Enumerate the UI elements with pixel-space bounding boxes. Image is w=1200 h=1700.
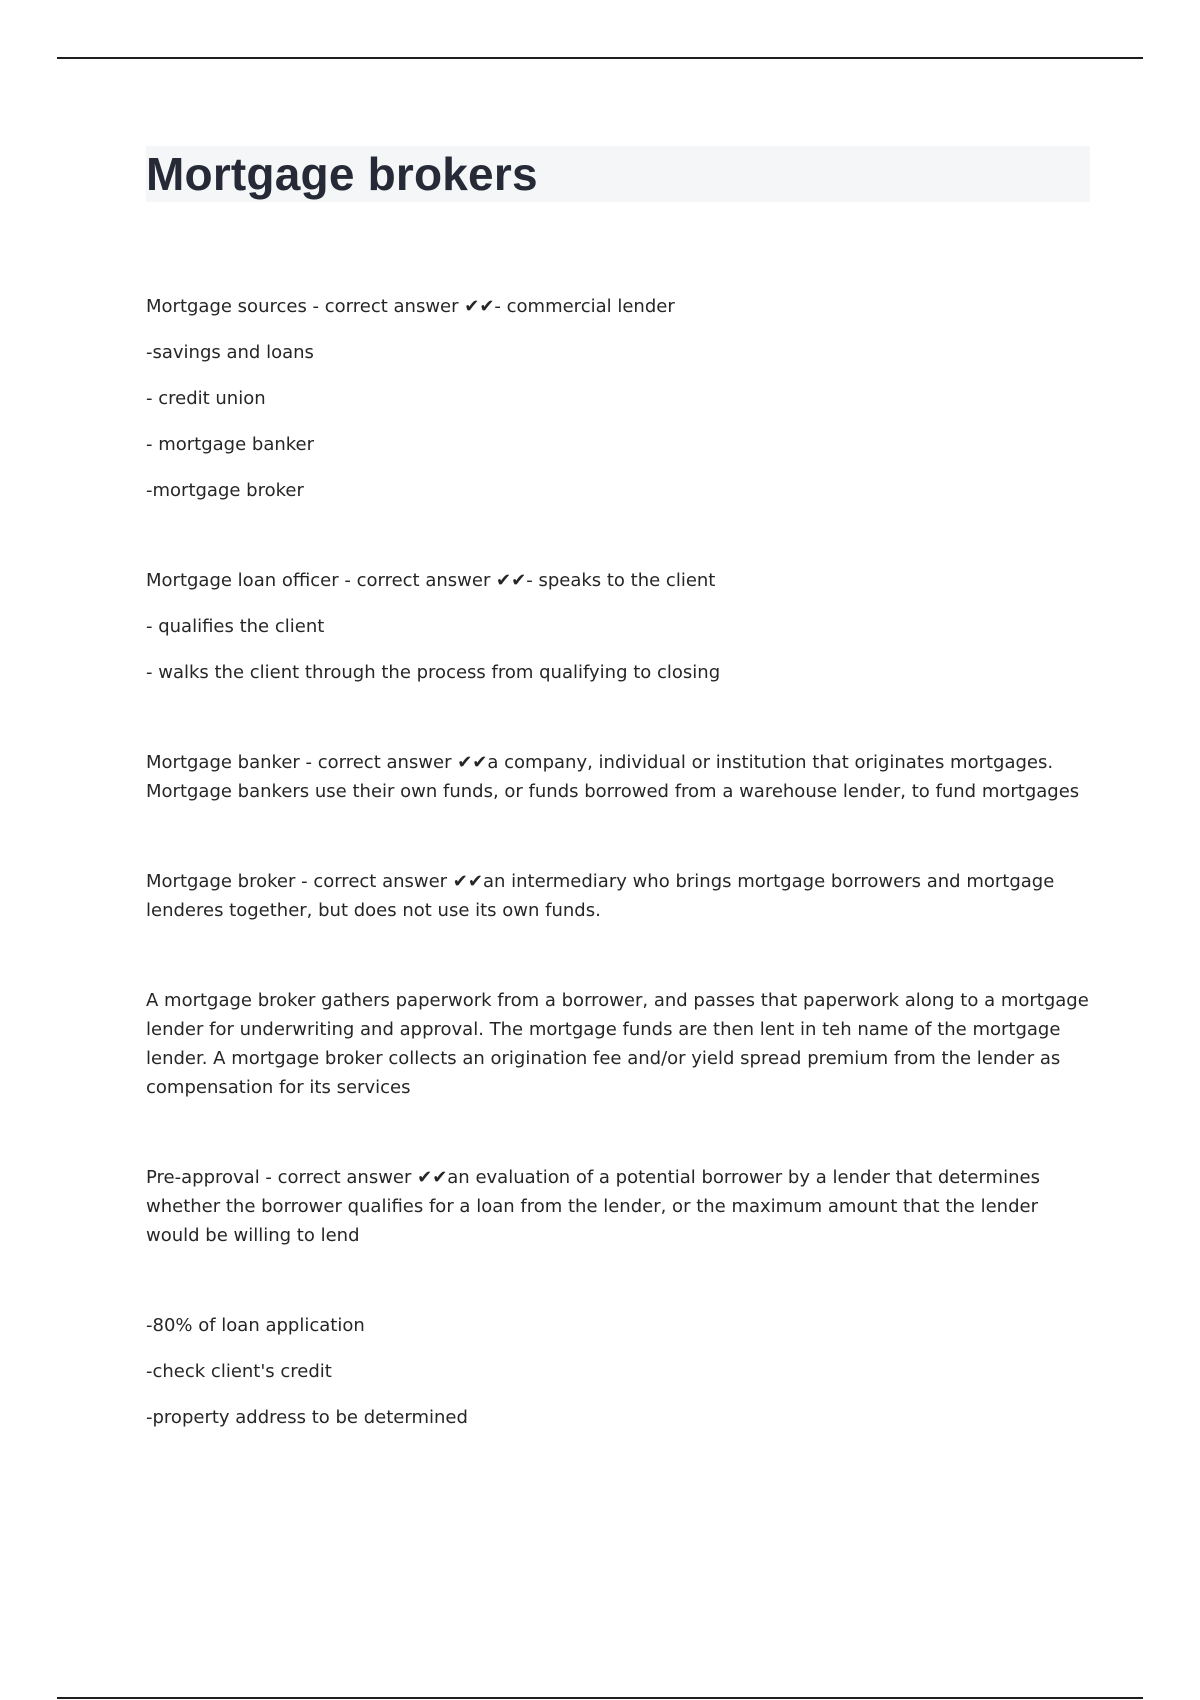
text-paragraph: Pre-approval - correct answer ✔✔an evaluation of a potential borrower by a lender that determines whether the borrower qualifies for a loan from the lender, or the maximum amount that the lender would be willing to lend	[146, 1167, 1040, 1246]
text-line: -80% of loan application	[146, 1315, 365, 1336]
text-line: - credit union	[146, 388, 266, 409]
document-body	[146, 292, 1090, 1432]
text-paragraph: A mortgage broker gathers paperwork from a borrower, and passes that paperwork along to a mortgage lender for underwriting and approval. The mortgage funds are then lent in teh name of the mortgage lender. A mortgage broker collects an origination fee and/or yield spread premium from the lender as compensation for its services	[146, 990, 1089, 1098]
block-mortgage-banker	[146, 748, 1090, 806]
page-title: Mortgage brokers	[146, 148, 538, 200]
block-loan-officer	[146, 566, 1090, 687]
text-line: - mortgage banker	[146, 434, 315, 455]
text-line: - walks the client through the process from qualifying to closing	[146, 662, 721, 683]
block-mortgage-sources	[146, 292, 1090, 505]
bottom-rule	[57, 1697, 1143, 1699]
title-bar	[146, 146, 1090, 202]
document-content	[146, 146, 1090, 1432]
block-mortgage-broker	[146, 867, 1090, 925]
block-pre-approval-items	[146, 1311, 1090, 1432]
text-line: -property address to be determined	[146, 1407, 468, 1428]
text-line: -mortgage broker	[146, 480, 304, 501]
text-paragraph: Mortgage banker - correct answer ✔✔a company, individual or institution that originates mortgages. Mortgage bankers use their own funds, or funds borrowed from a warehouse lender, to fund mortgages	[146, 752, 1080, 802]
text-paragraph: Mortgage broker - correct answer ✔✔an intermediary who brings mortgage borrowers and mortgage lenderes together, but does not use its own funds.	[146, 871, 1055, 921]
text-line: Mortgage loan officer - correct answer ✔✔- speaks to the client	[146, 570, 716, 591]
text-line: -check client's credit	[146, 1361, 332, 1382]
top-rule	[57, 57, 1143, 59]
text-line: Mortgage sources - correct answer ✔✔- commercial lender	[146, 296, 675, 317]
block-pre-approval	[146, 1163, 1090, 1250]
block-broker-process	[146, 986, 1090, 1102]
text-line: -savings and loans	[146, 342, 314, 363]
text-line: - qualifies the client	[146, 616, 325, 637]
